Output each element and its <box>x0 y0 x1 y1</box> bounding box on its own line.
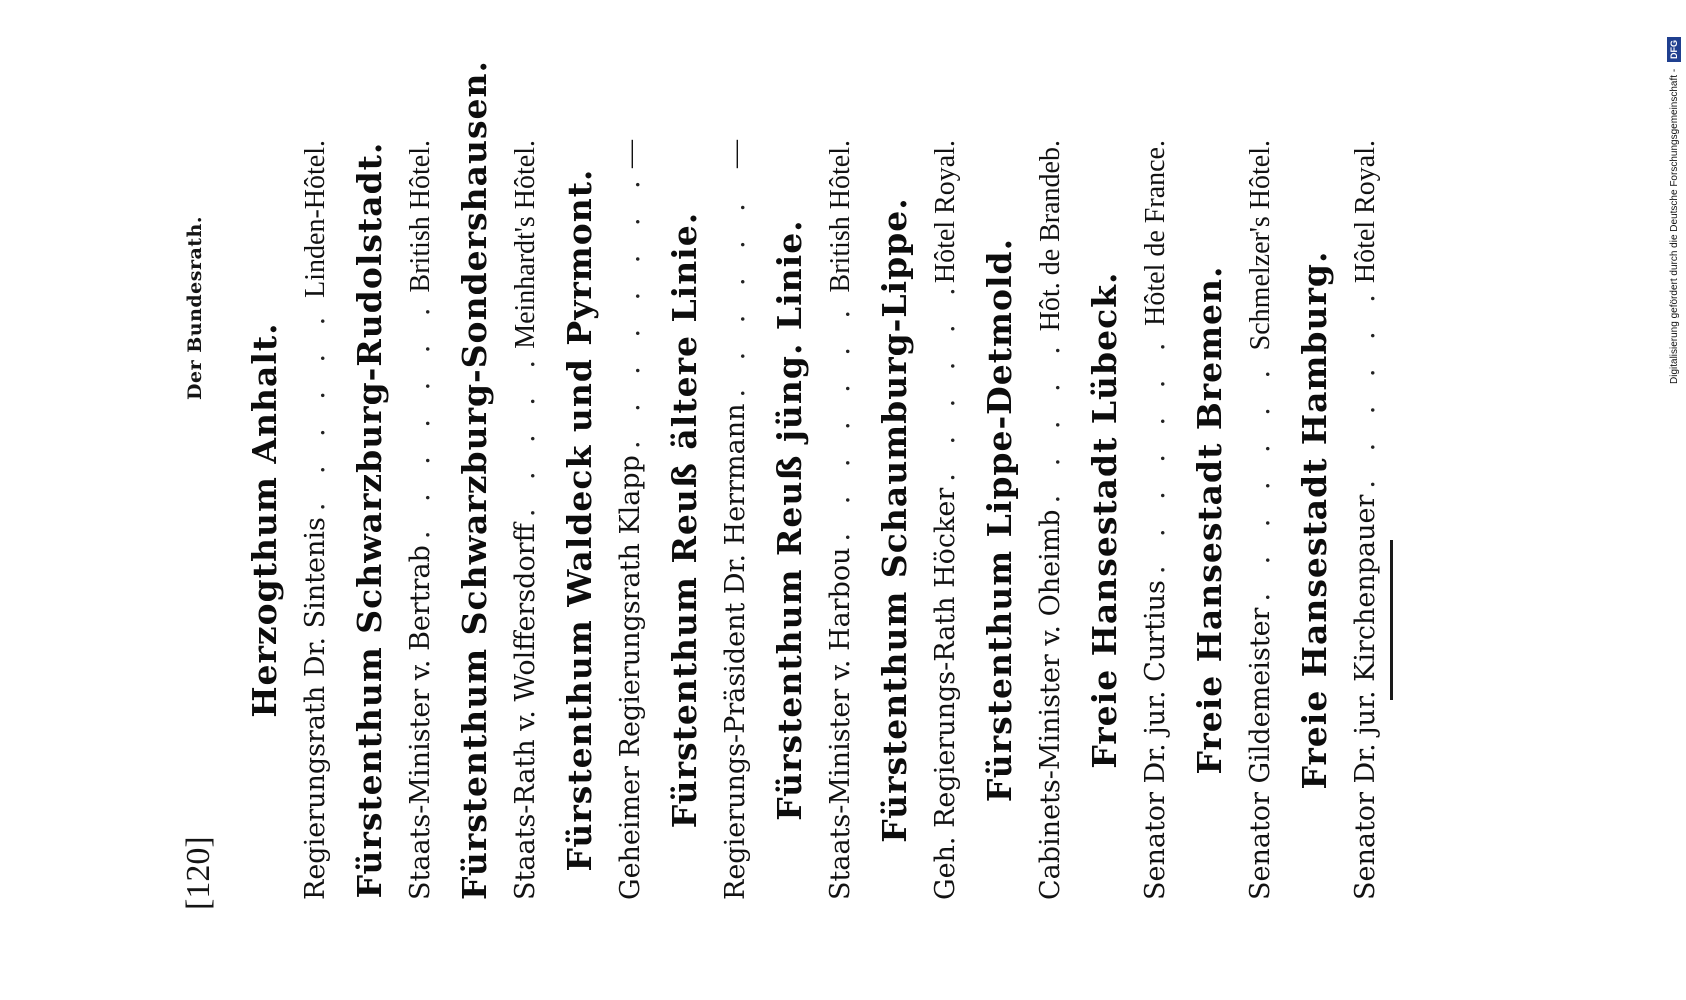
member-name: Senator Gildemeister <box>1245 607 1276 900</box>
state-title: Fürstenthum Waldeck und Pyrmont. <box>560 168 599 872</box>
member-name: Senator Dr. jur. Curtius <box>1140 580 1171 900</box>
dot-leader <box>815 298 867 541</box>
state-title: Herzogthum Anhalt. <box>245 322 284 718</box>
member-row <box>605 140 657 900</box>
state-entry <box>1185 140 1290 900</box>
page-header <box>180 80 220 960</box>
state-title: Fürstenthum Schaumburg-Lippe. <box>875 197 914 843</box>
member-row <box>920 140 972 900</box>
member-hotel: British Hôtel. <box>825 140 856 293</box>
state-title: Freie Hansestadt Bremen. <box>1190 265 1229 775</box>
dot-leader <box>1235 356 1287 601</box>
member-name: Staats-Rath v. Wolffersdorff <box>510 523 541 900</box>
state-entry <box>870 140 975 900</box>
member-name: Cabinets-Minister v. Oheimb <box>1035 509 1066 900</box>
rotated-page <box>140 59 1440 960</box>
page-number: [120] <box>180 836 217 910</box>
member-hotel: Linden-Hôtel. <box>300 140 331 298</box>
member-list <box>240 59 1395 900</box>
member-row <box>290 140 342 900</box>
state-entry <box>450 59 555 900</box>
state-entry <box>345 140 450 900</box>
member-row <box>1340 140 1392 900</box>
member-row <box>1130 140 1182 900</box>
state-title: Freie Hansestadt Lübeck. <box>1085 271 1124 769</box>
dot-leader <box>1340 289 1392 488</box>
member-row <box>1025 140 1077 900</box>
member-hotel: Hôtel Royal. <box>930 140 961 284</box>
running-head: Der Bundesrath. <box>184 216 206 400</box>
member-name: Staats-Minister v. Harbou <box>825 547 856 900</box>
member-name: Regierungs-Präsident Dr. Herrmann <box>720 403 751 900</box>
member-hotel: — <box>615 140 646 168</box>
member-name: Staats-Minister v. Bertrab <box>405 545 436 900</box>
dot-leader <box>1130 332 1182 574</box>
state-title: Freie Hansestadt Hamburg. <box>1295 250 1334 790</box>
dot-leader <box>290 304 342 511</box>
member-name: Geh. Regierungs-Rath Höcker <box>930 487 961 900</box>
dot-leader <box>1025 337 1077 503</box>
member-hotel: Hôt. de Brandeb. <box>1035 140 1066 332</box>
member-row <box>395 140 447 900</box>
dot-leader <box>395 298 447 539</box>
member-row <box>500 140 552 900</box>
state-entry <box>975 140 1080 900</box>
state-title: Fürstenthum Schwarzburg-Rudolstadt. <box>350 141 389 899</box>
member-hotel: Hôtel Royal. <box>1350 140 1381 284</box>
dot-leader <box>500 355 552 517</box>
member-hotel: Hôtel de France. <box>1140 140 1171 326</box>
member-hotel: Schmelzer's Hôtel. <box>1245 140 1276 351</box>
dot-leader <box>605 174 657 449</box>
digitization-note-text: Digitalisierung gefördert durch die Deutsche Forschungsgemeinschaft - <box>1669 68 1680 384</box>
state-title: Fürstenthum Schwarzburg-Sondershausen. <box>455 59 494 900</box>
state-entry <box>240 140 345 900</box>
member-hotel: — <box>720 140 751 168</box>
state-entry <box>555 140 660 900</box>
member-hotel: Meinhardt's Hôtel. <box>510 140 541 349</box>
member-name: Senator Dr. jur. Kirchenpauer <box>1350 494 1381 900</box>
state-entry <box>765 140 870 900</box>
member-hotel: British Hôtel. <box>405 140 436 293</box>
state-title: Fürstenthum Reuß jüng. Linie. <box>770 219 809 821</box>
dot-leader <box>710 174 762 398</box>
state-entry <box>1290 140 1395 900</box>
member-row <box>815 140 867 900</box>
state-entry <box>660 140 765 900</box>
member-name: Regierungsrath Dr. Sintenis <box>300 517 331 900</box>
digitization-note <box>1664 6 1684 386</box>
member-name: Geheimer Regierungsrath Klapp <box>615 455 646 900</box>
end-rule <box>1390 540 1393 700</box>
state-title: Fürstenthum Reuß ältere Linie. <box>665 211 704 829</box>
dot-leader <box>920 289 972 482</box>
dfg-logo: DFG <box>1667 37 1681 62</box>
state-entry <box>1080 140 1185 900</box>
member-row <box>1235 140 1287 900</box>
member-row <box>710 140 762 900</box>
state-title: Fürstenthum Lippe-Detmold. <box>980 237 1019 803</box>
